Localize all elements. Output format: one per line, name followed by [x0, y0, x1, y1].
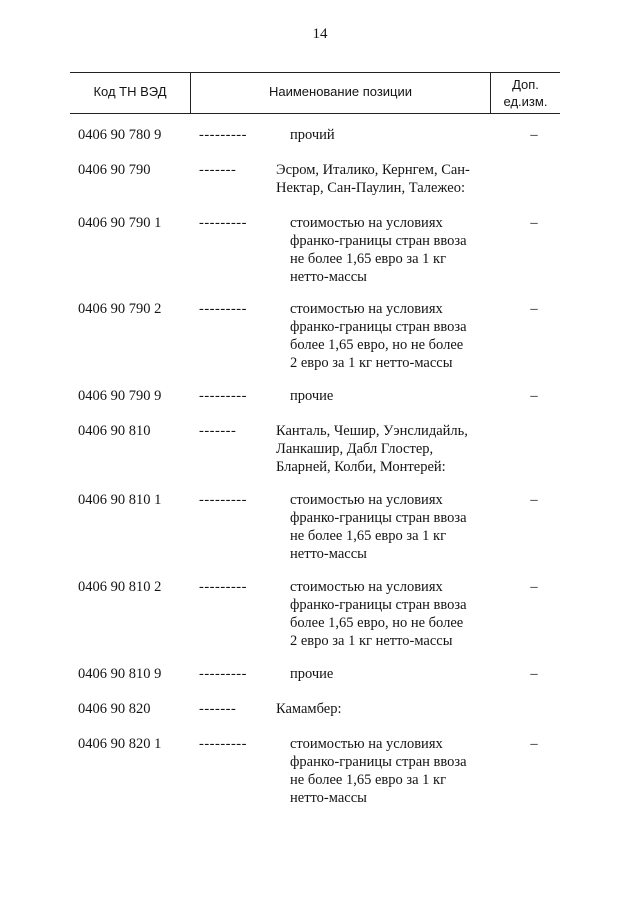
row-unit: –: [530, 579, 538, 595]
row-level-dashes: ---------: [199, 736, 247, 752]
row-description: прочий: [290, 127, 335, 143]
row-unit: –: [530, 388, 538, 404]
row-description: прочие: [290, 666, 334, 682]
row-code: 0406 90 790: [78, 162, 151, 178]
row-description: Камамбер:: [276, 701, 342, 717]
row-code: 0406 90 820: [78, 701, 151, 717]
row-unit: –: [530, 301, 538, 317]
row-level-dashes: ---------: [199, 666, 247, 682]
row-description: прочие: [290, 388, 334, 404]
row-code: 0406 90 790 9: [78, 388, 162, 404]
header-unit: Доп. ед.изм.: [503, 77, 548, 109]
row-unit: –: [530, 736, 538, 752]
header-name: Наименование позиции: [268, 84, 413, 99]
row-description: стоимостью на условиях франко-границы стран ввоза более 1,65 евро, но не более 2 евро за 1 кг нетто-массы: [290, 301, 467, 371]
row-level-dashes: -------: [199, 423, 237, 439]
row-description: стоимостью на условиях франко-границы стран ввоза не более 1,65 евро за 1 кг нетто-массы: [290, 736, 467, 806]
row-code: 0406 90 810: [78, 423, 151, 439]
row-unit: –: [530, 215, 538, 231]
row-level-dashes: ---------: [199, 301, 247, 317]
table-header: [70, 72, 560, 114]
row-description: Канталь, Чешир, Уэнслидайль, Ланкашир, Дабл Глостер, Бларней, Колби, Монтерей:: [276, 423, 468, 475]
row-level-dashes: ---------: [199, 127, 247, 143]
row-code: 0406 90 790 2: [78, 301, 162, 317]
row-level-dashes: ---------: [199, 215, 247, 231]
row-description: стоимостью на условиях франко-границы стран ввоза не более 1,65 евро за 1 кг нетто-массы: [290, 215, 467, 285]
row-level-dashes: ---------: [199, 492, 247, 508]
row-unit: –: [530, 666, 538, 682]
row-code: 0406 90 790 1: [78, 215, 162, 231]
row-level-dashes: -------: [199, 701, 237, 717]
header-code: Код ТН ВЭД: [93, 84, 167, 99]
page-number: 14: [312, 26, 328, 42]
row-unit: –: [530, 127, 538, 143]
row-description: стоимостью на условиях франко-границы стран ввоза не более 1,65 евро за 1 кг нетто-массы: [290, 492, 467, 562]
row-code: 0406 90 780 9: [78, 127, 162, 143]
row-code: 0406 90 810 9: [78, 666, 162, 682]
row-level-dashes: ---------: [199, 579, 247, 595]
row-description: стоимостью на условиях франко-границы стран ввоза более 1,65 евро, но не более 2 евро за 1 кг нетто-массы: [290, 579, 467, 649]
row-unit: –: [530, 492, 538, 508]
row-level-dashes: ---------: [199, 388, 247, 404]
row-level-dashes: -------: [199, 162, 237, 178]
row-description: Эсром, Италико, Кернгем, Сан- Нектар, Сан-Паулин, Талежео:: [276, 162, 470, 196]
row-code: 0406 90 810 2: [78, 579, 162, 595]
row-code: 0406 90 820 1: [78, 736, 162, 752]
row-code: 0406 90 810 1: [78, 492, 162, 508]
